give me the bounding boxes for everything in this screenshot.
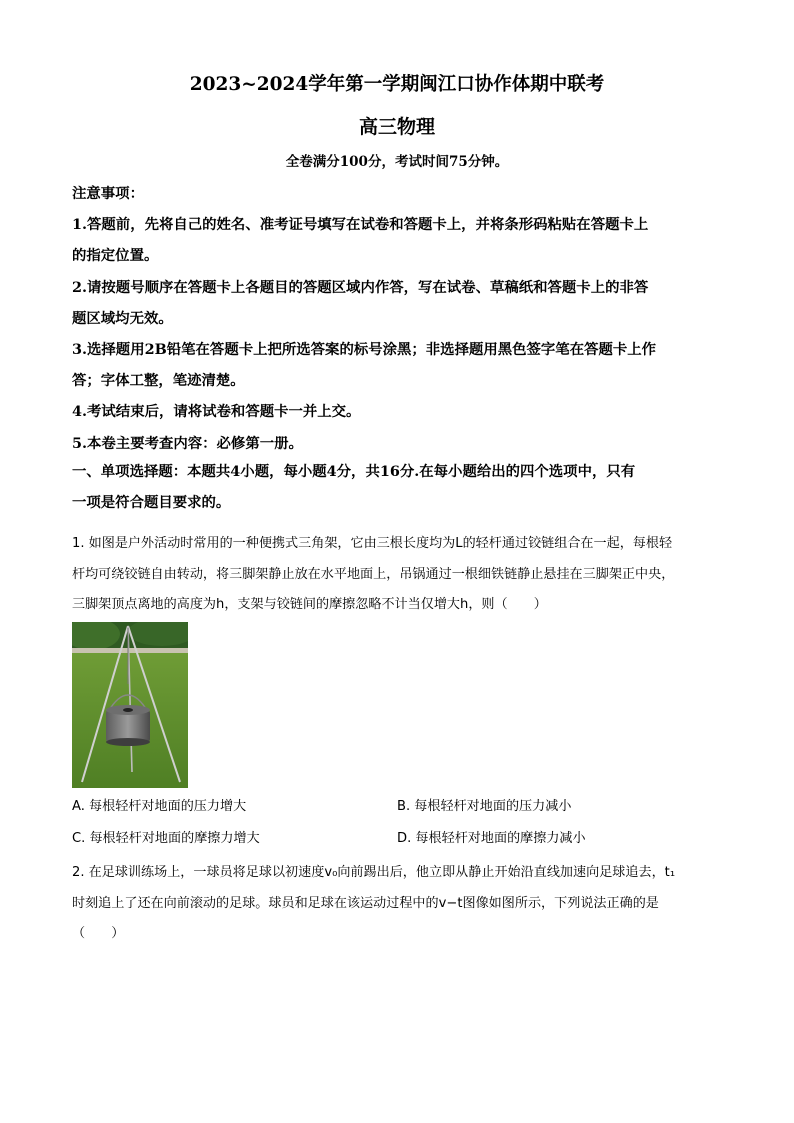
notice-line: 2.请按题号顺序在答题卡上各题目的答题区域内作答，写在试卷、草稿纸和答题卡上的非答 (72, 278, 649, 296)
notice-line: 4.考试结束后，请将试卷和答题卡一并上交。 (72, 403, 361, 421)
option-b[interactable]: B. 每根轻杆对地面的压力减小 (397, 799, 572, 814)
option-c[interactable]: C. 每根轻杆对地面的摩擦力增大 (72, 831, 260, 846)
notice-heading: 注意事项： (72, 185, 144, 202)
question-line: 2. 在足球训练场上，一球员将足球以初速度v₀向前踢出后，他立即从静止开始沿直线加速向足球追去，t₁ (72, 865, 676, 880)
notice-line: 1.答题前，先将自己的姓名、准考证号填写在试卷和答题卡上，并将条形码粘贴在答题卡上 (72, 216, 649, 234)
notice-line: 的指定位置。 (72, 247, 159, 265)
section-heading (72, 456, 722, 518)
notice-line: 答；字体工整，笔迹清楚。 (72, 372, 245, 390)
exam-title: 2023~2024学年第一学期闽江口协作体期中联考 (189, 74, 605, 95)
section-line: 一项是符合题目要求的。 (72, 494, 231, 512)
question-1-stem (72, 529, 724, 621)
notice-line: 5.本卷主要考查内容：必修第一册。 (72, 434, 303, 452)
section-line: 一、单项选择题：本题共4小题，每小题4分，共16分.在每小题给出的四个选项中，只有 (72, 463, 636, 480)
question-line: （ ） (72, 926, 125, 941)
question-line: 三脚架顶点离地的高度为h，支架与铰链间的摩擦忽略不计当仅增大h，则（ ） (72, 597, 547, 612)
option-a[interactable]: A. 每根轻杆对地面的压力增大 (72, 799, 247, 814)
tripod-pot-photo (72, 622, 188, 788)
subject-title: 高三物理 (358, 116, 435, 138)
question-2-stem (72, 858, 724, 950)
question-line: 1. 如图是户外活动时常用的一种便携式三角架，它由三根长度均为L的轻杆通过铰链组合在一起，每根轻 (72, 536, 673, 551)
score-time-note: 全卷满分100分，考试时间75分钟。 (285, 154, 509, 170)
notice-block (72, 178, 722, 459)
option-d[interactable]: D. 每根轻杆对地面的摩擦力减小 (397, 831, 586, 846)
notice-line: 3.选择题用2B铅笔在答题卡上把所选答案的标号涂黑；非选择题用黑色签字笔在答题卡上作 (72, 341, 657, 359)
question-line: 时刻追上了还在向前滚动的足球。球员和足球在该运动过程中的v−t图像如图所示，下列说法正确的是 (72, 895, 659, 911)
question-line: 杆均可绕铰链自由转动，将三脚架静止放在水平地面上，吊锅通过一根细铁链静止悬挂在三脚架正中央， (72, 566, 675, 582)
notice-line: 题区域均无效。 (72, 309, 173, 327)
